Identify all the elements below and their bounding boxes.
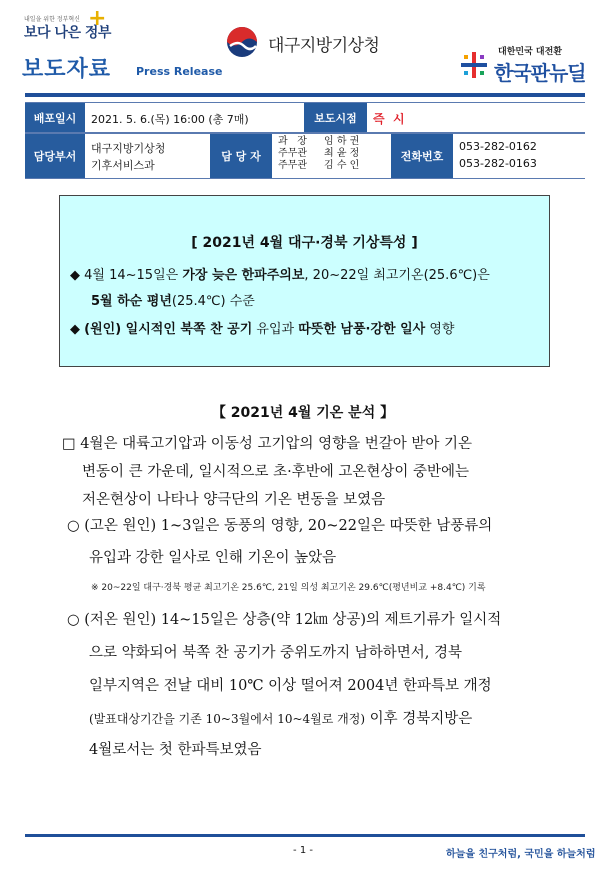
department-line2: 기후서비스과 [91,159,155,172]
paragraph-2-line2: 유입과 강한 일사로 인해 기온이 높았음 [89,550,337,566]
embargo-value: 즉 시 [373,112,405,126]
press-release-title: 보도자료 [22,57,112,82]
paragraph-3-line3: 일부지역은 전날 대비 10℃ 이상 떨어져 2004년 한파특보 개정 [89,678,492,694]
staff-label: 담 당 자 [210,134,272,178]
paragraph-3-line5: 4월로서는 첫 한파특보였음 [89,742,262,758]
staff-name: 김 수 인 [324,160,360,171]
staff-list [278,136,359,172]
summary-bullet-1-line2 [91,290,255,309]
department-label: 담당부서 [25,134,85,178]
footer-slogan: 하늘을 친구처럼, 국민을 하늘처럼 [446,849,596,860]
staff-row [278,148,359,160]
summary-text: 유입과 [252,322,299,337]
staff-row [278,160,359,172]
summary-emphasis: (원인) 일시적인 북쪽 찬 공기 [84,322,253,337]
summary-text: 영향 [425,322,455,337]
footer-divider [25,834,585,837]
phone-2: 053-282-0163 [459,157,537,170]
summary-text: (25.4℃) 수준 [171,294,255,309]
staff-role: 주무관 [278,160,307,171]
section-title: 【 2021년 4월 기온 분석 】 [211,405,395,421]
staff-role: 과 장 [278,136,307,147]
info-row-release [25,102,585,133]
paragraph-1-line1: □ 4월은 대륙고기압과 이동성 고기압의 영향을 번갈아 받아 기온 [62,436,472,452]
embargo-label: 보도시점 [304,103,367,132]
gov-logo-text: 보다 나은 정부 [24,25,111,41]
paragraph-3-line4 [89,707,472,728]
staff-row [278,136,359,148]
info-row-contact [25,133,585,179]
summary-emphasis: 가장 늦은 한파주의보 [182,268,305,283]
header-divider [25,93,585,97]
newdeal-small-text: 대한민국 대전환 [498,47,562,57]
newdeal-main-text: 한국판뉴딜 [494,61,586,85]
staff-name: 임 하 권 [324,136,360,147]
summary-emphasis: 따뜻한 남풍·강한 일사 [298,322,426,337]
paragraph-1-line2: 변동이 큰 가운데, 일시적으로 초·후반에 고온현상이 중반에는 [82,464,470,480]
kma-logo-icon [226,26,258,58]
newdeal-logo-icon [459,50,489,80]
release-date-value: 2021. 5. 6.(목) 16:00 (총 7매) [91,113,249,126]
phone-label: 전화번호 [391,134,453,178]
diamond-bullet-icon: ◆ [70,322,80,337]
paragraph-3-line1: ○ (저온 원인) 14~15일은 상층(약 12㎞ 상공)의 제트기류가 일시적 [67,612,502,628]
phone-1: 053-282-0162 [459,140,537,153]
staff-name: 최 윤 정 [324,148,360,159]
footnote: ※ 20~22일 대구·경북 평균 최고기온 25.6℃, 21일 의성 최고기온 29.6℃(평년비교 +8.4℃) 기록 [91,583,486,593]
agency-name: 대구지방기상청 [268,36,380,56]
summary-text: , 20~22일 최고기온(25.6℃)은 [304,268,490,283]
department-line1: 대구지방기상청 [91,142,166,155]
summary-text: 4월 14~15일은 [84,268,183,283]
press-release-en: Press Release [136,65,223,78]
staff-role: 주무관 [278,148,307,159]
paragraph-1-line3: 저온현상이 나타나 양극단의 기온 변동을 보였음 [82,492,386,508]
paragraph-2-line1: ○ (고온 원인) 1~3일은 동풍의 영향, 20~22일은 따뜻한 남풍류의 [67,518,493,534]
summary-bullet-1-line1 [70,264,490,283]
paragraph-text: 이후 경북지방은 [365,711,473,727]
diamond-bullet-icon: ◆ [70,268,80,283]
paragraph-3-line2: 으로 약화되어 북쪽 찬 공기가 중위도까지 남하하면서, 경북 [89,645,463,661]
summary-box [59,195,550,367]
gov-plus-icon: + [88,6,107,31]
gov-slogan-small: 내일을 위한 정부혁신 [24,16,80,23]
summary-title: [ 2021년 4월 대구·경북 기상특성 ] [191,235,418,251]
page-number: - 1 - [293,845,313,856]
summary-bullet-2 [70,318,454,337]
parenthetical-note: (발표대상기간을 기존 10~3월에서 10~4월로 개정) [89,712,366,726]
release-date-label: 배포일시 [25,103,85,132]
summary-emphasis: 5월 하순 평년 [91,294,172,309]
